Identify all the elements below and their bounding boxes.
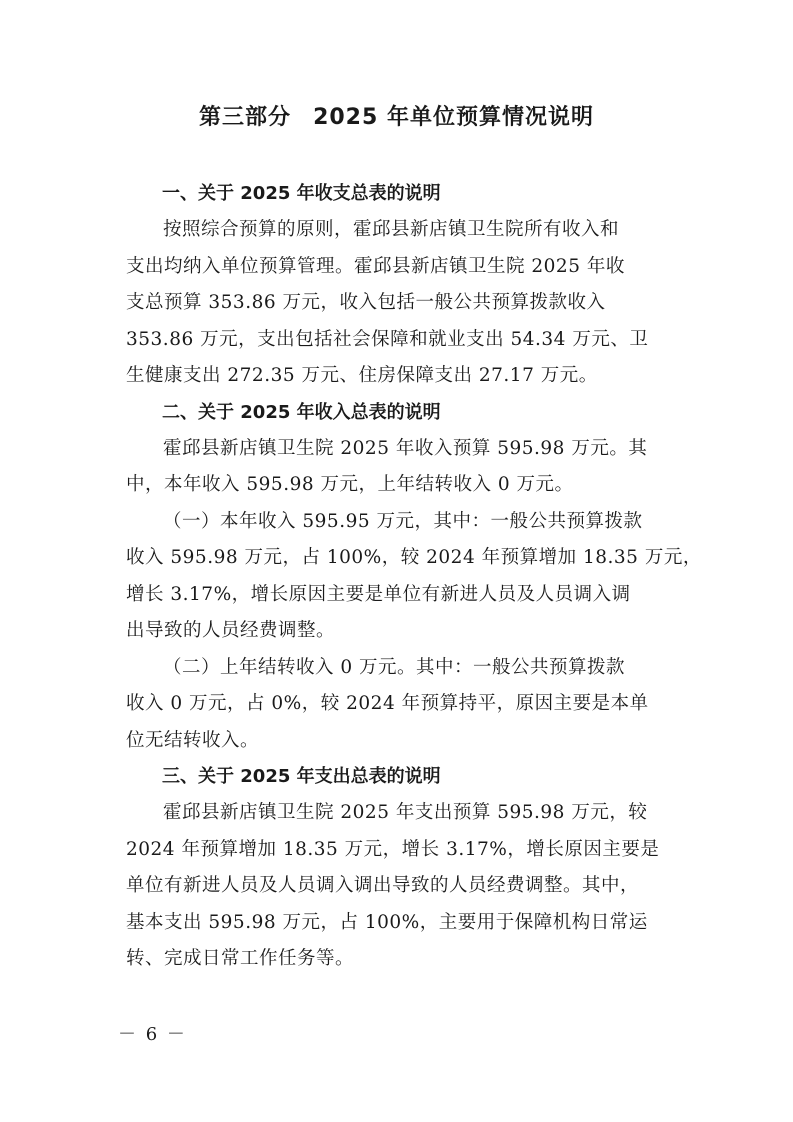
paragraph-line: 增长 3.17%，增长原因主要是单位有新进人员及人员调入调: [126, 583, 631, 605]
paragraph-line: 转、完成日常工作任务等。: [126, 948, 355, 969]
paragraph-line: 收入 595.98 万元，占 100%，较 2024 年预算增加 18.35 万元，: [126, 547, 702, 568]
paragraph-line: 支总预算 353.86 万元，收入包括一般公共预算拨款收入: [126, 292, 606, 313]
paragraph-line: 中，本年收入 595.98 万元，上年结转收入 0 万元。: [126, 474, 574, 495]
paragraph-line: 出导致的人员经费调整。: [126, 620, 336, 641]
section-heading: 一、关于 2025 年收支总表的说明: [162, 183, 441, 204]
section-heading: 三、关于 2025 年支出总表的说明: [162, 766, 441, 787]
paragraph-line: （一）本年收入 595.95 万元，其中：一般公共预算拨款: [163, 510, 643, 532]
paragraph-line: 霍邱县新店镇卫生院 2025 年支出预算 595.98 万元，较: [163, 802, 648, 823]
paragraph-line: 2024 年预算增加 18.35 万元，增长 3.17%，增长原因主要是: [126, 838, 660, 860]
title-part: 第三部分: [199, 105, 292, 130]
page-title: [0, 100, 793, 131]
paragraph-line: 霍邱县新店镇卫生院 2025 年收入预算 595.98 万元。其: [163, 437, 648, 459]
paragraph-line: 单位有新进人员及人员调入调出导致的人员经费调整。其中，: [126, 875, 640, 896]
paragraph-line: （二）上年结转收入 0 万元。其中：一般公共预算拨款: [163, 656, 626, 678]
title-text: 2025 年单位预算情况说明: [313, 105, 594, 130]
paragraph: [126, 212, 686, 395]
document-body: [126, 176, 702, 978]
paragraph-line: 支出均纳入单位预算管理。霍邱县新店镇卫生院 2025 年收: [126, 255, 625, 277]
paragraph-line: 基本支出 595.98 万元，占 100%，主要用于保障机构日常运: [126, 911, 648, 933]
page-number: － 6 －: [118, 1024, 187, 1045]
paragraph: [126, 650, 686, 760]
section-heading: 二、关于 2025 年收入总表的说明: [162, 401, 441, 423]
paragraph-line: 按照综合预算的原则，霍邱县新店镇卫生院所有收入和: [163, 219, 620, 240]
paragraph-line: 收入 0 万元，占 0%，较 2024 年预算持平，原因主要是本单: [126, 693, 649, 714]
paragraph: [126, 504, 702, 650]
paragraph: [126, 431, 686, 504]
paragraph-line: 生健康支出 272.35 万元、住房保障支出 27.17 万元。: [126, 365, 598, 386]
paragraph-line: 353.86 万元，支出包括社会保障和就业支出 54.34 万元、卫: [126, 328, 649, 350]
paragraph: [126, 795, 686, 978]
paragraph-line: 位无结转收入。: [126, 729, 260, 751]
